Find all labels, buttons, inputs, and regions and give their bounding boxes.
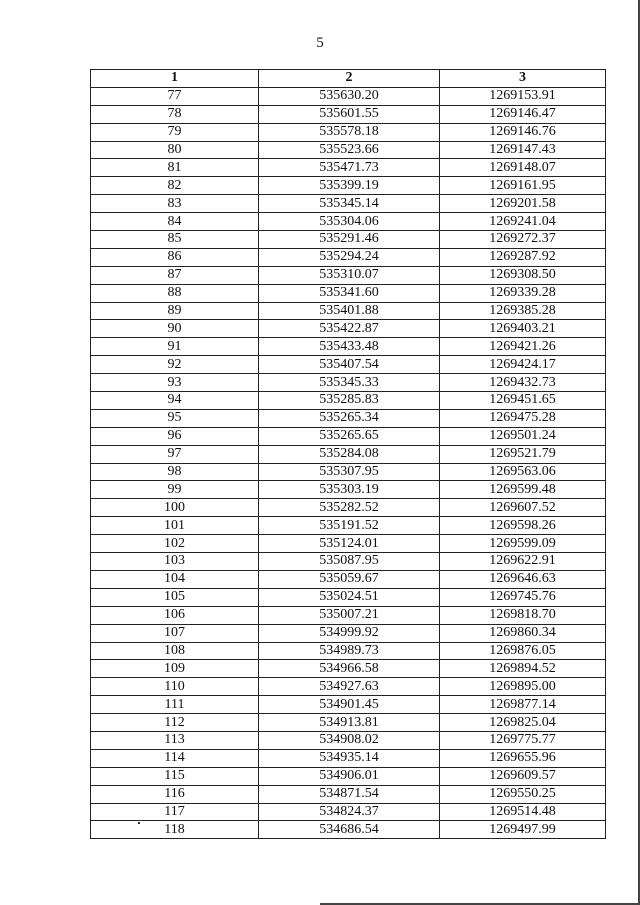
x-coordinate-cell: 535285.83 <box>259 392 440 410</box>
point-number-cell: 101 <box>91 517 259 535</box>
table-row <box>91 714 606 732</box>
point-number-cell: 90 <box>91 320 259 338</box>
x-coordinate-cell: 535578.18 <box>259 123 440 141</box>
point-number-cell: 106 <box>91 606 259 624</box>
table-row <box>91 481 606 499</box>
y-coordinate-cell: 1269146.76 <box>440 123 606 141</box>
y-coordinate-cell: 1269201.58 <box>440 195 606 213</box>
table-row <box>91 123 606 141</box>
point-number-cell: 95 <box>91 409 259 427</box>
point-number-cell: 118 <box>91 821 259 839</box>
y-coordinate-cell: 1269895.00 <box>440 678 606 696</box>
x-coordinate-cell: 535294.24 <box>259 248 440 266</box>
x-coordinate-cell: 535307.95 <box>259 463 440 481</box>
x-coordinate-cell: 535345.14 <box>259 195 440 213</box>
column-header-2: 2 <box>259 70 440 88</box>
table-row <box>91 248 606 266</box>
point-number-cell: 86 <box>91 248 259 266</box>
point-number-cell: 116 <box>91 785 259 803</box>
x-coordinate-cell: 535345.33 <box>259 374 440 392</box>
table-row <box>91 588 606 606</box>
y-coordinate-cell: 1269563.06 <box>440 463 606 481</box>
y-coordinate-cell: 1269598.26 <box>440 517 606 535</box>
table-row <box>91 570 606 588</box>
table-row <box>91 141 606 159</box>
table-row <box>91 427 606 445</box>
point-number-cell: 96 <box>91 427 259 445</box>
x-coordinate-cell: 535303.19 <box>259 481 440 499</box>
point-number-cell: 88 <box>91 284 259 302</box>
point-number-cell: 92 <box>91 356 259 374</box>
x-coordinate-cell: 534908.02 <box>259 731 440 749</box>
y-coordinate-cell: 1269550.25 <box>440 785 606 803</box>
table-row <box>91 553 606 571</box>
x-coordinate-cell: 534966.58 <box>259 660 440 678</box>
y-coordinate-cell: 1269385.28 <box>440 302 606 320</box>
y-coordinate-cell: 1269432.73 <box>440 374 606 392</box>
point-number-cell: 77 <box>91 87 259 105</box>
point-number-cell: 91 <box>91 338 259 356</box>
column-header-1: 1 <box>91 70 259 88</box>
x-coordinate-cell: 535284.08 <box>259 445 440 463</box>
point-number-cell: 104 <box>91 570 259 588</box>
table-row <box>91 517 606 535</box>
point-number-cell: 100 <box>91 499 259 517</box>
x-coordinate-cell: 534999.92 <box>259 624 440 642</box>
y-coordinate-cell: 1269775.77 <box>440 731 606 749</box>
table-row <box>91 409 606 427</box>
table-row <box>91 87 606 105</box>
column-header-3: 3 <box>440 70 606 88</box>
coordinates-table <box>90 69 606 839</box>
y-coordinate-cell: 1269876.05 <box>440 642 606 660</box>
table-row <box>91 821 606 839</box>
x-coordinate-cell: 535433.48 <box>259 338 440 356</box>
x-coordinate-cell: 535422.87 <box>259 320 440 338</box>
point-number-cell: 102 <box>91 535 259 553</box>
table-row <box>91 320 606 338</box>
x-coordinate-cell: 535304.06 <box>259 213 440 231</box>
point-number-cell: 114 <box>91 749 259 767</box>
y-coordinate-cell: 1269622.91 <box>440 553 606 571</box>
point-number-cell: 97 <box>91 445 259 463</box>
point-number-cell: 94 <box>91 392 259 410</box>
table-row <box>91 356 606 374</box>
table-row <box>91 749 606 767</box>
point-number-cell: 109 <box>91 660 259 678</box>
x-coordinate-cell: 535310.07 <box>259 266 440 284</box>
y-coordinate-cell: 1269877.14 <box>440 696 606 714</box>
y-coordinate-cell: 1269646.63 <box>440 570 606 588</box>
point-number-cell: 105 <box>91 588 259 606</box>
x-coordinate-cell: 535282.52 <box>259 499 440 517</box>
table-row <box>91 499 606 517</box>
table-row <box>91 660 606 678</box>
table-row <box>91 624 606 642</box>
table-row <box>91 284 606 302</box>
point-number-cell: 82 <box>91 177 259 195</box>
x-coordinate-cell: 535059.67 <box>259 570 440 588</box>
y-coordinate-cell: 1269153.91 <box>440 87 606 105</box>
table-row <box>91 374 606 392</box>
point-number-cell: 81 <box>91 159 259 177</box>
x-coordinate-cell: 535523.66 <box>259 141 440 159</box>
x-coordinate-cell: 534824.37 <box>259 803 440 821</box>
x-coordinate-cell: 534906.01 <box>259 767 440 785</box>
y-coordinate-cell: 1269161.95 <box>440 177 606 195</box>
y-coordinate-cell: 1269501.24 <box>440 427 606 445</box>
table-row <box>91 803 606 821</box>
table-row <box>91 731 606 749</box>
table-row <box>91 302 606 320</box>
y-coordinate-cell: 1269424.17 <box>440 356 606 374</box>
x-coordinate-cell: 535630.20 <box>259 87 440 105</box>
y-coordinate-cell: 1269599.09 <box>440 535 606 553</box>
y-coordinate-cell: 1269339.28 <box>440 284 606 302</box>
x-coordinate-cell: 534913.81 <box>259 714 440 732</box>
table-row <box>91 177 606 195</box>
point-number-cell: 84 <box>91 213 259 231</box>
table-row <box>91 105 606 123</box>
x-coordinate-cell: 535291.46 <box>259 231 440 249</box>
y-coordinate-cell: 1269287.92 <box>440 248 606 266</box>
table-row <box>91 785 606 803</box>
y-coordinate-cell: 1269148.07 <box>440 159 606 177</box>
table-row <box>91 159 606 177</box>
y-coordinate-cell: 1269521.79 <box>440 445 606 463</box>
x-coordinate-cell: 535401.88 <box>259 302 440 320</box>
y-coordinate-cell: 1269147.43 <box>440 141 606 159</box>
table-row <box>91 463 606 481</box>
point-number-cell: 80 <box>91 141 259 159</box>
y-coordinate-cell: 1269421.26 <box>440 338 606 356</box>
x-coordinate-cell: 534927.63 <box>259 678 440 696</box>
table-row <box>91 445 606 463</box>
x-coordinate-cell: 535601.55 <box>259 105 440 123</box>
y-coordinate-cell: 1269607.52 <box>440 499 606 517</box>
table-row <box>91 338 606 356</box>
x-coordinate-cell: 535087.95 <box>259 553 440 571</box>
y-coordinate-cell: 1269514.48 <box>440 803 606 821</box>
x-coordinate-cell: 535265.34 <box>259 409 440 427</box>
x-coordinate-cell: 534989.73 <box>259 642 440 660</box>
x-coordinate-cell: 535024.51 <box>259 588 440 606</box>
y-coordinate-cell: 1269146.47 <box>440 105 606 123</box>
point-number-cell: 98 <box>91 463 259 481</box>
table-row <box>91 535 606 553</box>
y-coordinate-cell: 1269860.34 <box>440 624 606 642</box>
y-coordinate-cell: 1269599.48 <box>440 481 606 499</box>
table-row <box>91 642 606 660</box>
point-number-cell: 79 <box>91 123 259 141</box>
table-row <box>91 266 606 284</box>
point-number-cell: 93 <box>91 374 259 392</box>
table-row <box>91 392 606 410</box>
y-coordinate-cell: 1269609.57 <box>440 767 606 785</box>
y-coordinate-cell: 1269818.70 <box>440 606 606 624</box>
table-row <box>91 678 606 696</box>
table-row <box>91 696 606 714</box>
point-number-cell: 85 <box>91 231 259 249</box>
point-number-cell: 107 <box>91 624 259 642</box>
y-coordinate-cell: 1269475.28 <box>440 409 606 427</box>
x-coordinate-cell: 535191.52 <box>259 517 440 535</box>
x-coordinate-cell: 535007.21 <box>259 606 440 624</box>
table-row <box>91 231 606 249</box>
x-coordinate-cell: 534686.54 <box>259 821 440 839</box>
y-coordinate-cell: 1269403.21 <box>440 320 606 338</box>
point-number-cell: 103 <box>91 553 259 571</box>
point-number-cell: 89 <box>91 302 259 320</box>
point-number-cell: 115 <box>91 767 259 785</box>
y-coordinate-cell: 1269451.65 <box>440 392 606 410</box>
y-coordinate-cell: 1269655.96 <box>440 749 606 767</box>
y-coordinate-cell: 1269825.04 <box>440 714 606 732</box>
x-coordinate-cell: 535265.65 <box>259 427 440 445</box>
point-number-cell: 78 <box>91 105 259 123</box>
point-number-cell: 108 <box>91 642 259 660</box>
x-coordinate-cell: 534871.54 <box>259 785 440 803</box>
table-row <box>91 606 606 624</box>
page-number: 5 <box>316 35 324 51</box>
point-number-cell: 117 <box>91 803 259 821</box>
y-coordinate-cell: 1269308.50 <box>440 266 606 284</box>
y-coordinate-cell: 1269272.37 <box>440 231 606 249</box>
point-number-cell: 113 <box>91 731 259 749</box>
table-header-row <box>91 70 606 88</box>
y-coordinate-cell: 1269894.52 <box>440 660 606 678</box>
y-coordinate-cell: 1269745.76 <box>440 588 606 606</box>
table-row <box>91 213 606 231</box>
table-row <box>91 195 606 213</box>
x-coordinate-cell: 535124.01 <box>259 535 440 553</box>
y-coordinate-cell: 1269241.04 <box>440 213 606 231</box>
x-coordinate-cell: 534935.14 <box>259 749 440 767</box>
x-coordinate-cell: 535407.54 <box>259 356 440 374</box>
x-coordinate-cell: 535471.73 <box>259 159 440 177</box>
point-number-cell: 112 <box>91 714 259 732</box>
point-number-cell: 111 <box>91 696 259 714</box>
x-coordinate-cell: 535341.60 <box>259 284 440 302</box>
table-body <box>91 87 606 838</box>
x-coordinate-cell: 534901.45 <box>259 696 440 714</box>
point-number-cell: 83 <box>91 195 259 213</box>
x-coordinate-cell: 535399.19 <box>259 177 440 195</box>
y-coordinate-cell: 1269497.99 <box>440 821 606 839</box>
point-number-cell: 99 <box>91 481 259 499</box>
point-number-cell: 87 <box>91 266 259 284</box>
point-number-cell: 110 <box>91 678 259 696</box>
scan-speck <box>138 822 140 824</box>
table-row <box>91 767 606 785</box>
